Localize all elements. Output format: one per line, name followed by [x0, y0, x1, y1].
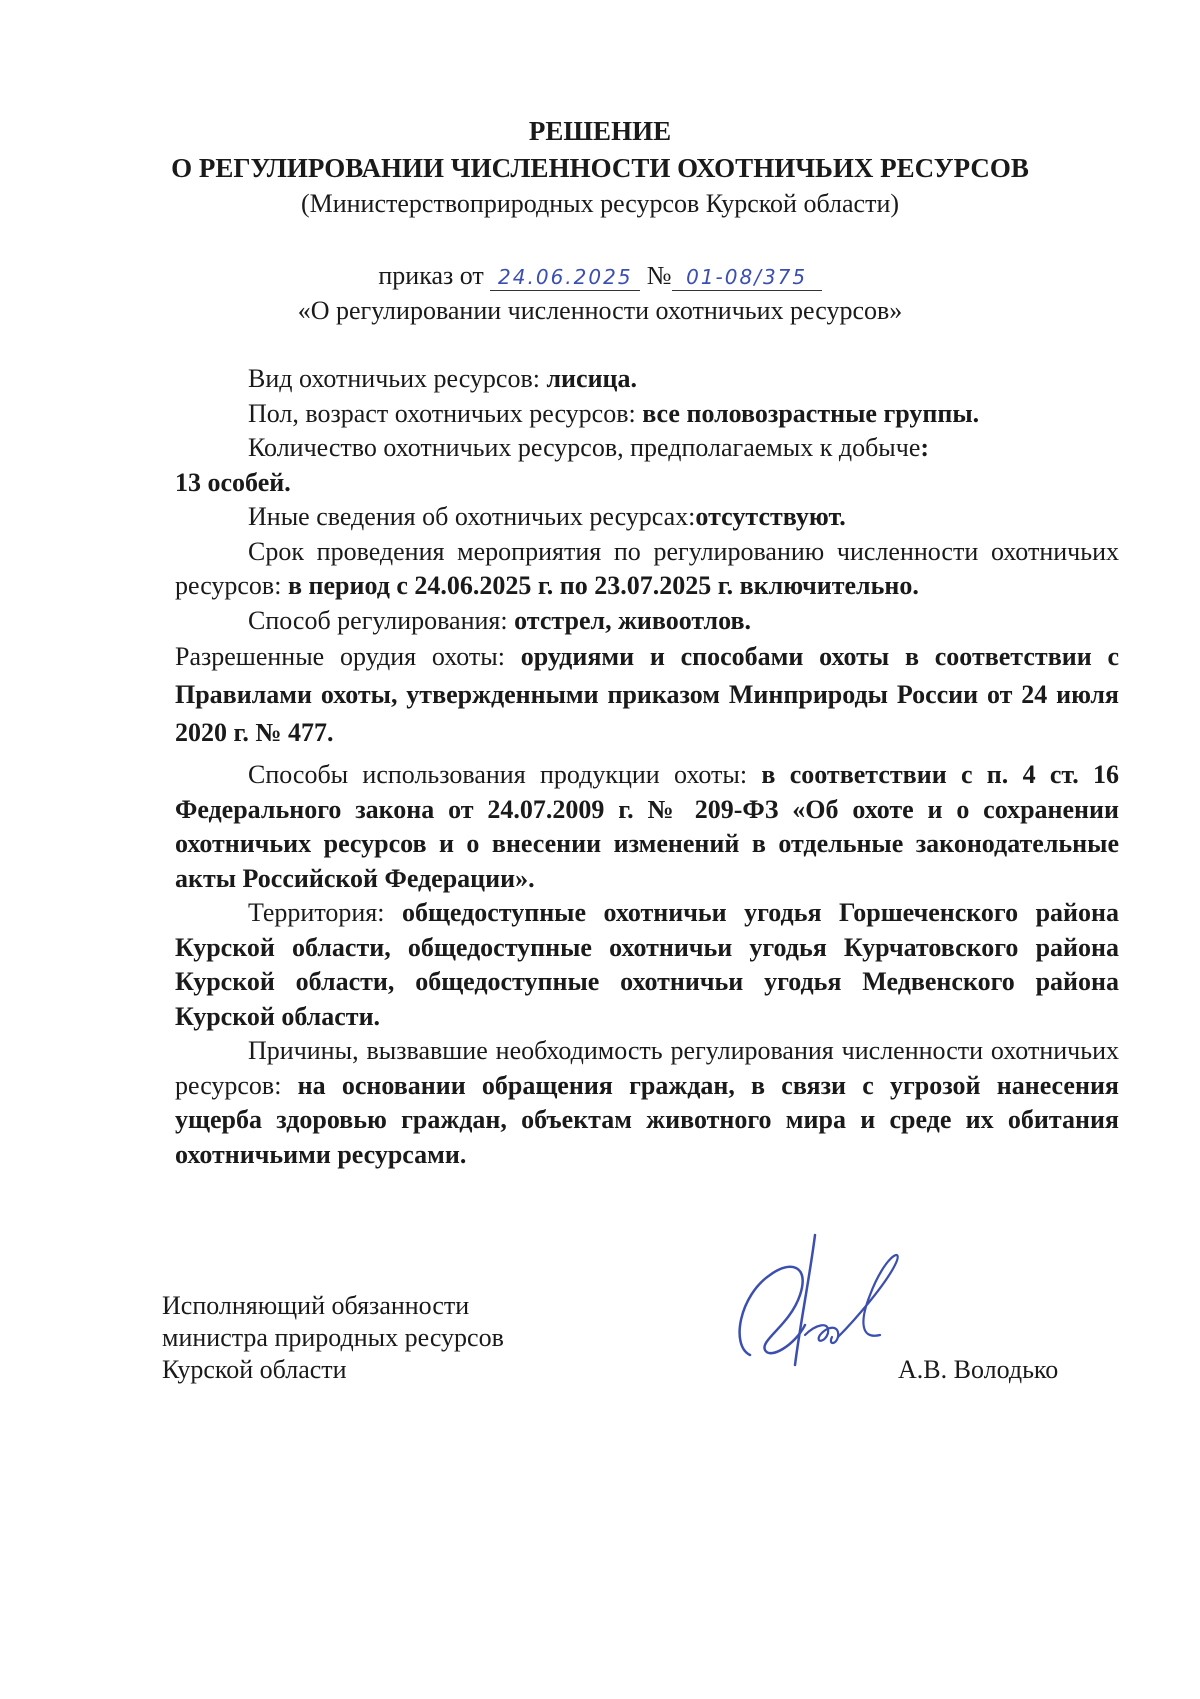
quantity-label: Количество охотничьих ресурсов, предполагаемых к добыче: [248, 433, 921, 462]
period-paragraph: [175, 535, 1119, 604]
sexage-paragraph: [175, 397, 1119, 432]
territory-label: Территория:: [248, 898, 402, 927]
handwritten-signature: [720, 1225, 920, 1385]
reasons-value: на основании обращения граждан, в связи с угрозой нанесения ущерба здоровью граждан, объектам животного мира и среде их обитания охотничьими ресурсами.: [175, 1070, 1119, 1169]
period-value: в период с 24.06.2025 г. по 23.07.2025 г. включительно.: [287, 571, 919, 600]
tools-label: Разрешенные орудия охоты:: [175, 642, 521, 671]
sexage-label: Пол, возраст охотничьих ресурсов:: [248, 398, 643, 428]
period-label: Срок проведения мероприятия по регулированию численности охотничьих ресурсов:: [175, 536, 1119, 600]
species-paragraph: [175, 362, 1119, 397]
other-value: отсутствуют.: [695, 502, 846, 531]
tools-value: орудиями и способами охоты в соответствии с Правилами охоты, утвержденными приказом Минприроды России от 24 июля 2020 г. № 477.: [175, 642, 1120, 747]
quantity-value-line: [175, 466, 1119, 501]
method-label: Способ регулирования:: [248, 605, 515, 635]
territory-paragraph: [175, 896, 1119, 1034]
order-prefix: приказ от: [378, 261, 484, 290]
issuing-organization: (Министерствоприродных ресурсов Курской области): [300, 189, 900, 218]
document-body: [175, 362, 1119, 1172]
territory-value: общедоступные охотничьи угодья Горшеченского района Курской области, общедоступные охотничьи угодья Курчатовского района Курской области, общедоступные охотничьи угодья Медвенского района Курской области.: [175, 898, 1119, 1031]
order-subject: «О регулировании численности охотничьих ресурсов»: [297, 296, 903, 325]
signatory-line-3: Курской области: [162, 1355, 347, 1384]
order-date-field: [490, 263, 640, 291]
order-number-handwritten: 01-08/375: [686, 265, 808, 289]
order-number-label: №: [646, 261, 672, 290]
usage-label: Способы использования продукции охоты:: [248, 760, 762, 789]
signatory-line-1: Исполняющий обязанности: [162, 1291, 470, 1320]
other-label: Иные сведения об охотничьих ресурсах:: [248, 502, 696, 531]
quantity-value: 13 особей.: [175, 467, 291, 497]
order-reference: [0, 258, 1200, 294]
order-number-field: [672, 263, 822, 291]
other-paragraph: [175, 500, 1119, 535]
reasons-label: Причины, вызвавшие необходимость регулирования численности охотничьих ресурсов:: [175, 1036, 1119, 1100]
signatory-line-2: министра природных ресурсов: [162, 1323, 504, 1352]
quantity-colon: :: [920, 433, 930, 462]
signatory-name: А.В. Володько: [898, 1355, 1059, 1384]
sexage-value: все половозрастные группы.: [642, 398, 980, 428]
method-paragraph: [175, 604, 1119, 639]
usage-paragraph: [175, 758, 1119, 896]
reasons-paragraph: [175, 1034, 1119, 1172]
signatory-position: [162, 1290, 504, 1386]
quantity-paragraph: [175, 431, 1119, 466]
species-value: лисица.: [546, 364, 638, 393]
method-value: отстрел, живоотлов.: [514, 605, 752, 635]
order-date-handwritten: 24.06.2025: [498, 265, 633, 289]
usage-value: в соответствии с п. 4 ст. 16 Федерального закона от 24.07.2009 г. № 209-ФЗ «Об охоте и о сохранении охотничьих ресурсов и о внесении изменений в отдельные законодательные акты Российской Федерации».: [175, 760, 1120, 893]
species-label: Вид охотничьих ресурсов:: [248, 364, 547, 393]
document-subtitle: О РЕГУЛИРОВАНИИ ЧИСЛЕННОСТИ ОХОТНИЧЬИХ РЕСУРСОВ: [171, 153, 1029, 183]
document-title: РЕШЕНИЕ: [528, 116, 672, 146]
tools-paragraph: [175, 638, 1119, 752]
